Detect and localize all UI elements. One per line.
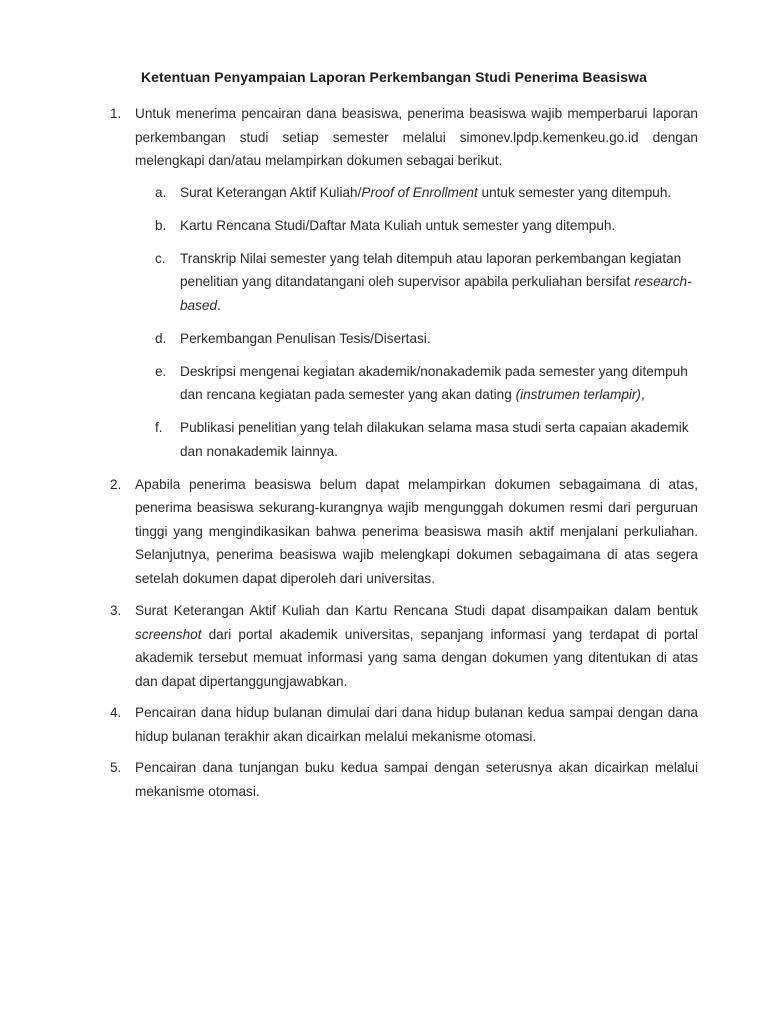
list-item-4 [110, 701, 698, 748]
list-item-number: 5. [110, 760, 122, 775]
sub-item-a [135, 181, 698, 205]
sub-item-f [135, 416, 698, 463]
list-item-number: 2. [110, 476, 122, 492]
sub-item-c [135, 247, 698, 318]
list-item-number: 4. [110, 705, 122, 720]
list-item-text: Pencairan dana tunjangan buku kedua sampai dengan seterusnya akan dicairkan melalui mekanisme otomasi. [135, 760, 698, 799]
sub-item-b [135, 214, 698, 238]
sub-item-letter: f. [155, 420, 163, 435]
list-item-italic: screenshot [135, 626, 202, 642]
list-item-text: Apabila penerima beasiswa belum dapat melampirkan dokumen sebagaimana di atas, penerima beasiswa sekurang-kurangnya wajib mengunggah dokumen resmi dari perguruan tinggi yang mengindikasikan bahwa penerima beasiswa masih aktif menjalani perkuliahan. Selanjutnya, penerima beasiswa wajib melengkapi dokumen sebagaimana di atas segera setelah dokumen dapat diperoleh dari universitas. [135, 476, 698, 586]
sub-item-letter: b. [155, 217, 167, 233]
sub-item-text: Publikasi penelitian yang telah dilakukan selama masa studi serta capaian akademik dan nonakademik lainnya. [180, 420, 689, 459]
list-item-number: 3. [110, 603, 122, 618]
sub-item-text-end: , [640, 387, 645, 402]
list-item-1 [110, 102, 698, 463]
document-title: Ketentuan Penyampaian Laporan Perkembangan Studi Penerima Beasiswa [140, 69, 648, 85]
sub-item-text: Deskripsi mengenai kegiatan akademik/nonakademik pada semester yang ditempuh dan rencana kegiatan pada semester yang akan dating [180, 363, 688, 402]
sub-item-italic: (instrumen terlampir) [515, 387, 641, 402]
sub-item-letter: c. [155, 250, 166, 266]
sub-item-text-end: untuk semester yang ditempuh. [477, 184, 672, 200]
sub-item-text: Perkembangan Penulisan Tesis/Disertasi. [180, 330, 431, 346]
document-requirements-sublist [135, 181, 698, 464]
list-item-text-end: dari portal akademik universitas, sepanjang informasi yang terdapat di portal akademik tersebut memuat informasi yang sama dengan dokumen yang ditentukan di atas dan dapat dipertanggungjawabkan. [135, 626, 698, 689]
sub-item-letter: e. [155, 363, 167, 379]
list-item-2 [110, 473, 698, 591]
sub-item-text-end: . [217, 297, 221, 313]
list-item-text: Surat Keterangan Aktif Kuliah dan Kartu Rencana Studi dapat disampaikan dalam bentuk [135, 603, 698, 618]
sub-item-italic: Proof of Enrollment [361, 184, 478, 200]
list-item-text: Untuk menerima pencairan dana beasiswa, penerima beasiswa wajib memperbarui laporan perkembangan studi setiap semester melalui simonev.lpdp.kemenkeu.go.id dengan melengkapi dan/atau melampirkan dokumen sebagai berikut. [135, 106, 698, 168]
sub-item-text: Transkrip Nilai semester yang telah ditempuh atau laporan perkembangan kegiatan penelitian yang ditandatangani oleh supervisor apabila perkuliahan bersifat [180, 250, 682, 289]
sub-item-text: Kartu Rencana Studi/Daftar Mata Kuliah untuk semester yang ditempuh. [180, 217, 616, 233]
sub-item-letter: d. [155, 330, 167, 346]
list-item-5 [110, 756, 698, 803]
sub-item-text: Surat Keterangan Aktif Kuliah/ [180, 184, 362, 200]
sub-item-e [135, 360, 698, 407]
sub-item-italic: research-based [180, 274, 692, 313]
sub-item-d [135, 327, 698, 351]
requirements-list [110, 102, 698, 811]
list-item-text: Pencairan dana hidup bulanan dimulai dari dana hidup bulanan kedua sampai dengan dana hidup bulanan terakhir akan dicairkan melalui mekanisme otomasi. [135, 705, 698, 744]
sub-item-letter: a. [155, 184, 167, 200]
list-item-number: 1. [110, 106, 122, 121]
list-item-3 [110, 599, 698, 693]
